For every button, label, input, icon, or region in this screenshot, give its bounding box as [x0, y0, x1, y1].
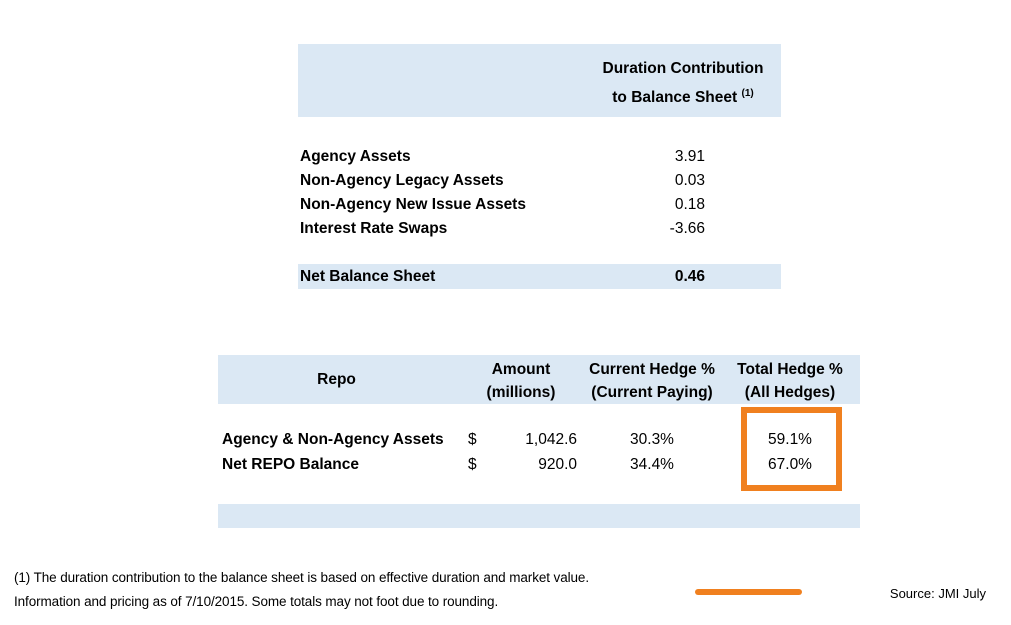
footnote-line2: Information and pricing as of 7/10/2015. Some totals may not foot due to rounding.	[14, 594, 499, 609]
column-header-total-hedge: Total Hedge % (All Hedges)	[737, 361, 843, 401]
amount-value: 920.0	[538, 456, 577, 473]
footnote	[14, 566, 704, 614]
total-hedge-value: 67.0%	[768, 456, 812, 473]
duration-table-title	[553, 56, 813, 110]
footnote-marker: (1)	[741, 88, 754, 99]
table-row	[298, 220, 781, 237]
current-hedge-value: 34.4%	[630, 456, 674, 473]
currency-symbol: $	[468, 431, 477, 448]
repo-table-footer-band	[218, 504, 860, 528]
row-label: Agency & Non-Agency Assets	[222, 431, 444, 448]
column-header-amount: Amount (millions)	[486, 361, 556, 401]
orange-underline	[695, 589, 802, 595]
row-label: Net REPO Balance	[222, 456, 359, 473]
current-hedge-value: 30.3%	[630, 431, 674, 448]
table-row	[298, 196, 781, 213]
row-value: -3.66	[669, 220, 705, 237]
row-label: Interest Rate Swaps	[300, 220, 448, 237]
row-value: 0.03	[674, 172, 705, 189]
table-row	[298, 148, 781, 165]
table-row	[298, 172, 781, 189]
footnote-line1: (1) The duration contribution to the balance sheet is based on effective duration and market value.	[14, 570, 589, 585]
row-label: Agency Assets	[300, 148, 411, 165]
source-label: Source: JMI July	[889, 586, 986, 601]
row-value: 0.46	[674, 268, 705, 285]
column-header-repo: Repo	[317, 371, 356, 388]
total-hedge-highlight-box	[741, 407, 842, 491]
duration-table-title-line2: to Balance Sheet $^{(1)}$	[612, 88, 754, 107]
duration-table-header	[298, 44, 781, 117]
column-header-current-hedge: Current Hedge % (Current Paying)	[589, 361, 715, 401]
row-label: Non-Agency Legacy Assets	[300, 172, 504, 189]
total-hedge-value: 59.1%	[768, 431, 812, 448]
duration-table-title-line1: Duration Contribution	[602, 60, 764, 77]
row-value: 0.18	[674, 196, 705, 213]
row-label: Non-Agency New Issue Assets	[300, 196, 526, 213]
row-value: 3.91	[674, 148, 705, 165]
row-label: Net Balance Sheet	[300, 268, 436, 285]
net-balance-sheet-row	[298, 264, 781, 289]
currency-symbol: $	[468, 456, 477, 473]
repo-table-header	[218, 355, 860, 404]
amount-value: 1,042.6	[525, 431, 577, 448]
